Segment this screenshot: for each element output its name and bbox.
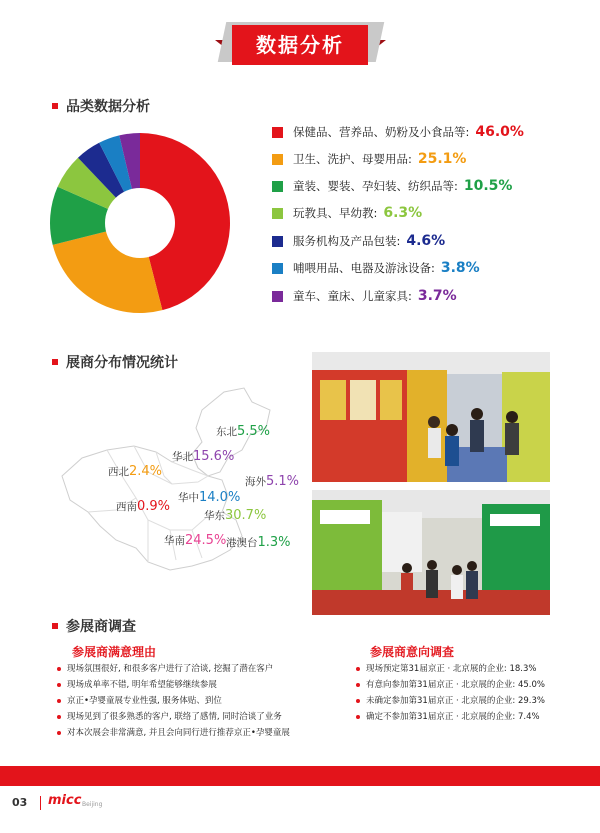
section-title-survey: 参展商调查 [66,619,136,635]
region-name: 华东 [204,510,225,522]
region-label [164,533,226,548]
region-label [204,508,266,523]
legend-item [272,285,457,307]
region-percent: 0.9% [137,499,171,514]
region-name: 海外 [245,476,266,488]
region-name: 西南 [116,501,137,513]
legend-value: 4.6% [406,233,446,249]
footer-divider [40,796,41,810]
legend-swatch [272,291,283,302]
list-item: 现场预定第31届京正 · 北京展的企业: 18.3% [356,661,545,677]
region-name: 华北 [172,451,193,463]
section-marker [52,103,58,109]
page-number: 03 [12,796,28,809]
footer-bar [0,766,600,786]
region-percent: 5.1% [266,474,300,489]
legend-swatch [272,154,283,165]
list-item: 现场成单率不错, 明年希望能够继续参展 [57,677,290,693]
legend-swatch [272,208,283,219]
legend-item [272,257,480,279]
region-percent: 15.6% [193,449,235,464]
legend-item [272,121,524,143]
page-title: 数据分析 [232,25,368,65]
list-item: 未确定参加第31届京正 · 北京展的企业: 29.3% [356,693,545,709]
legend-label: 童装、婴装、孕妇装、纺织品等: [293,179,458,193]
legend-item [272,148,466,170]
section-marker [52,623,58,629]
legend-value: 46.0% [475,124,524,140]
region-percent: 30.7% [225,508,267,523]
region-percent: 2.4% [129,464,163,479]
region-name: 西北 [108,466,129,478]
exhibition-photo-1 [312,352,550,482]
legend-value: 6.3% [383,205,423,221]
legend-swatch [272,127,283,138]
region-label [226,535,291,550]
legend-label: 哺喂用品、电器及游泳设备: [293,261,435,275]
satisfaction-list [57,661,290,741]
section-title-exhibitor: 展商分布情况统计 [66,355,178,371]
section-marker [52,359,58,365]
satisfaction-title: 参展商满意理由 [72,645,157,659]
region-name: 华中 [178,492,199,504]
list-item: 对本次展会非常满意, 并且会向同行进行推荐京正•孕婴童展 [57,725,290,741]
legend-item [272,202,422,224]
region-label [108,464,162,479]
intention-list [356,661,545,725]
legend-swatch [272,236,283,247]
region-label [245,474,299,489]
legend-value: 10.5% [463,178,513,194]
region-name: 华南 [164,535,185,547]
legend-label: 玩教具、早幼教: [293,206,378,220]
list-item: 确定不参加第31届京正 · 北京展的企业: 7.4% [356,709,545,725]
category-donut-chart [45,128,235,318]
exhibition-photo-2 [312,490,550,615]
micc-logo-sub: Beijing [82,801,103,808]
legend-label: 保健品、营养品、奶粉及小食品等: [293,125,470,139]
legend-value: 3.8% [440,260,480,276]
list-item: 现场氛围很好, 和很多客户进行了洽谈, 挖掘了潜在客户 [57,661,290,677]
list-item: 京正•孕婴童展专业性强, 服务体贴、到位 [57,693,290,709]
legend-swatch [272,181,283,192]
region-percent: 1.3% [257,535,291,550]
legend-value: 25.1% [417,151,467,167]
region-label [116,499,170,514]
list-item: 现场见到了很多熟悉的客户, 联络了感情, 同时洽谈了业务 [57,709,290,725]
legend-item [272,230,445,252]
section-title-category: 品类数据分析 [66,99,150,115]
region-label [178,490,240,505]
legend-swatch [272,263,283,274]
legend-label: 童车、童床、儿童家具: [293,289,412,303]
legend-value: 3.7% [417,288,457,304]
intention-title: 参展商意向调查 [370,645,455,659]
legend-item [272,175,512,197]
region-percent: 24.5% [185,533,227,548]
region-percent: 5.5% [237,424,271,439]
list-item: 有意向参加第31届京正 · 北京展的企业: 45.0% [356,677,545,693]
region-name: 东北 [216,426,237,438]
micc-logo: micc [48,793,82,808]
legend-label: 服务机构及产品包装: [293,234,401,248]
legend-label: 卫生、洗护、母婴用品: [293,152,412,166]
region-name: 港澳台 [226,537,258,549]
region-label [216,424,270,439]
region-percent: 14.0% [199,490,241,505]
region-label [172,449,234,464]
donut-hole [105,188,175,258]
